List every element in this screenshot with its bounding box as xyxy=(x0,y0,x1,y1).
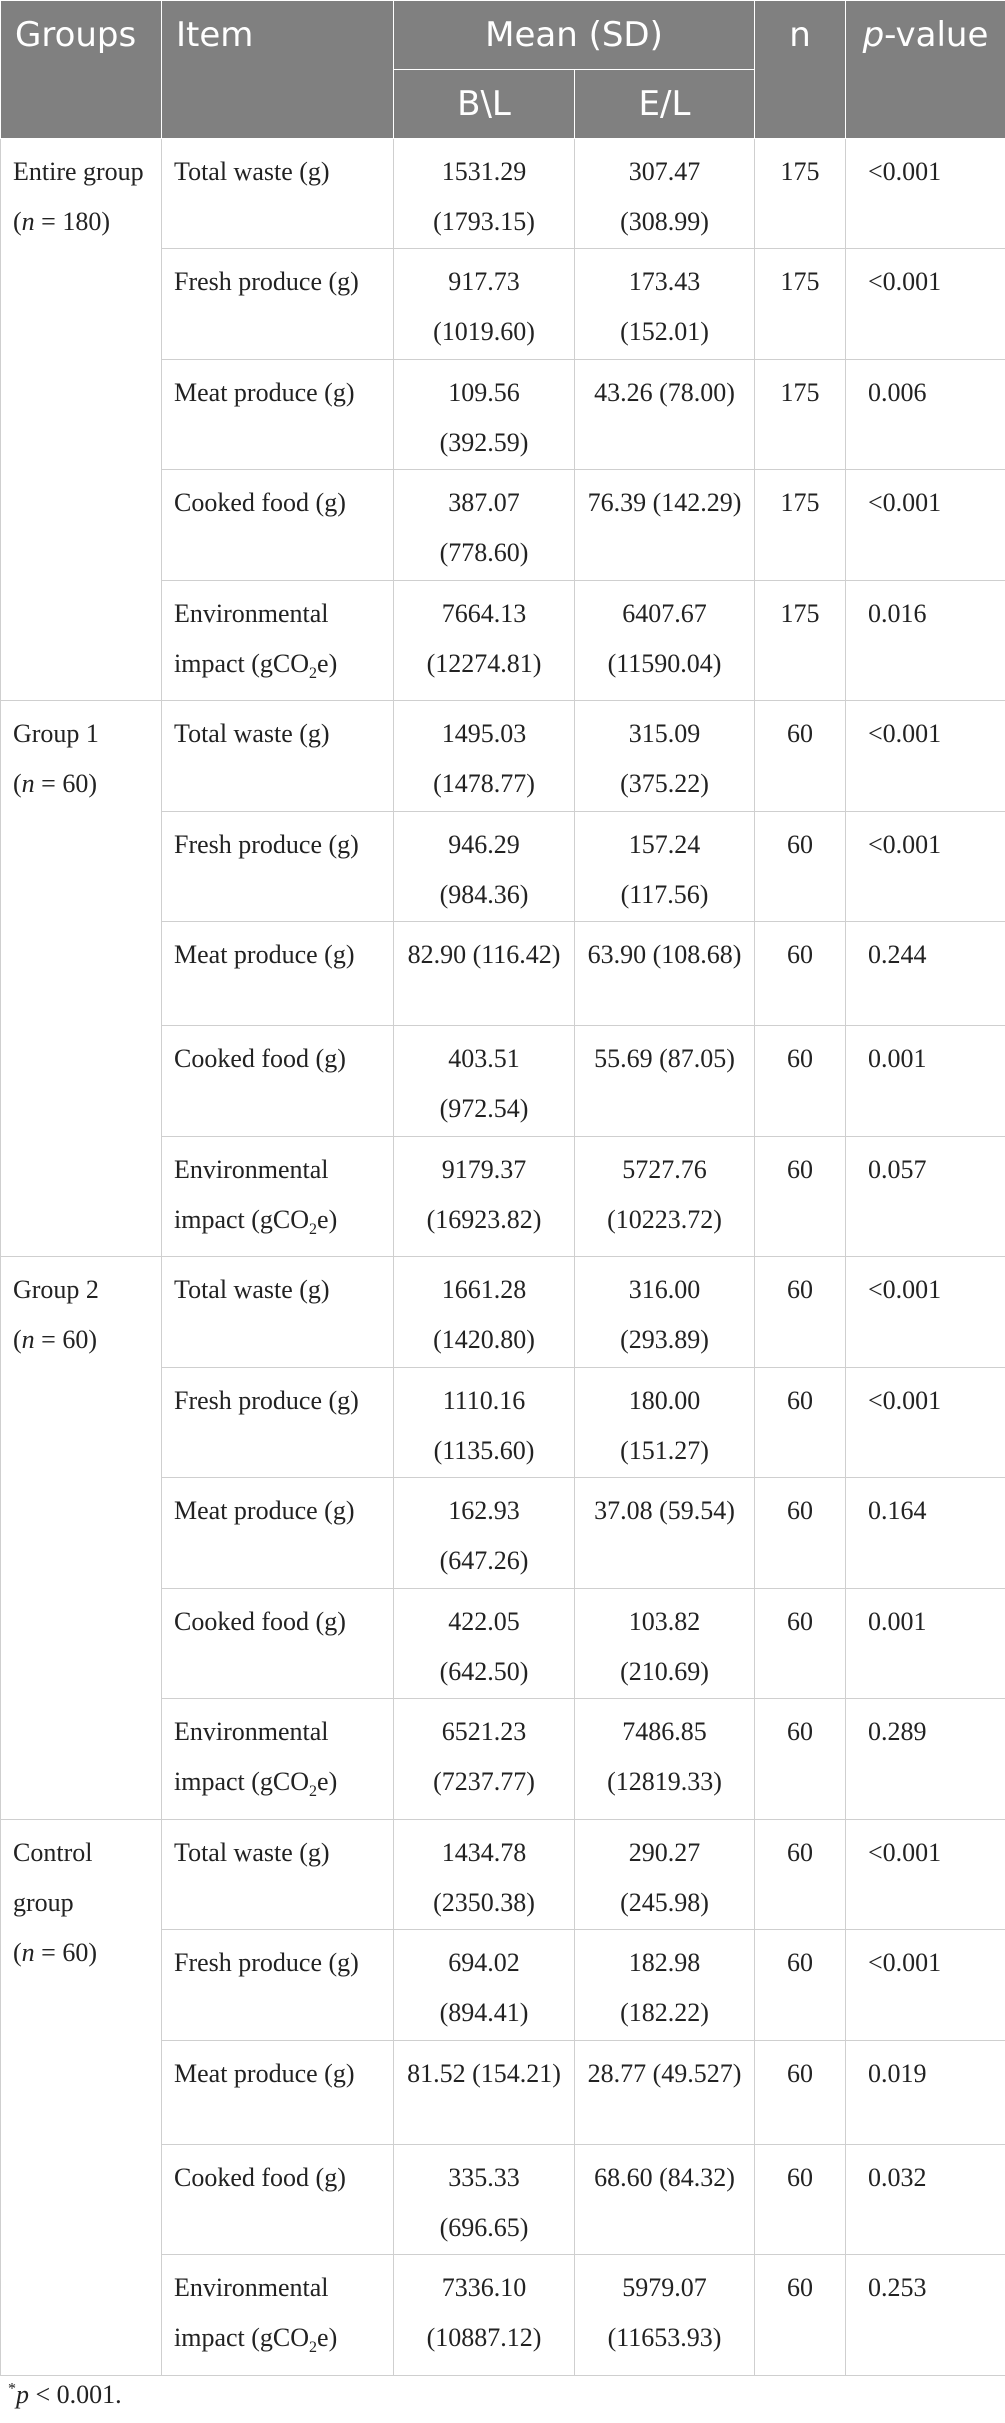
el-cell: 316.00 (293.89) xyxy=(575,1257,755,1367)
group-cell: Group 1 (n = 60) xyxy=(1,701,162,1257)
table-row xyxy=(1,1257,1005,1367)
item-label: Fresh produce (g) xyxy=(174,267,359,297)
p-value-cell: 0.057 xyxy=(846,1136,1005,1257)
item-label: Fresh produce (g) xyxy=(174,829,359,859)
header-item: Item xyxy=(162,1,394,139)
p-value-cell: 0.164 xyxy=(846,1478,1005,1588)
el-cell: 76.39 (142.29) xyxy=(575,470,755,580)
group-n-label: n xyxy=(21,1325,35,1355)
p-value-cell: 0.253 xyxy=(846,2255,1005,2376)
item-cell xyxy=(162,139,394,249)
item-label: Meat produce (g) xyxy=(174,377,355,407)
header-n: n xyxy=(755,1,846,139)
header-p-value xyxy=(846,1,1005,139)
item-cell xyxy=(162,1478,394,1588)
n-cell: 60 xyxy=(755,2144,846,2254)
co2-subscript: 2 xyxy=(309,664,318,682)
co2-tail: e) xyxy=(317,648,338,678)
n-cell: 60 xyxy=(755,701,846,811)
item-cell xyxy=(162,359,394,469)
n-cell: 60 xyxy=(755,811,846,921)
item-label: Total waste (g) xyxy=(174,1837,330,1867)
co2-tail: e) xyxy=(317,1204,338,1234)
n-cell: 60 xyxy=(755,1588,846,1698)
item-cell xyxy=(162,2255,394,2376)
co2-subscript: 2 xyxy=(309,1783,318,1801)
el-cell: 103.82 (210.69) xyxy=(575,1588,755,1698)
item-cell xyxy=(162,1136,394,1257)
bl-cell: 946.29 (984.36) xyxy=(394,811,575,921)
header-el: E/L xyxy=(575,70,755,139)
n-cell: 175 xyxy=(755,359,846,469)
p-value-cell: 0.016 xyxy=(846,580,1005,701)
item-cell xyxy=(162,701,394,811)
p-value-cell: 0.006 xyxy=(846,359,1005,469)
bl-cell: 1434.78 (2350.38) xyxy=(394,1819,575,1929)
group-n-label: n xyxy=(21,207,35,236)
el-cell: 5979.07 (11653.93) xyxy=(575,2255,755,2376)
header-groups: Groups xyxy=(1,1,162,139)
el-cell: 157.24 (117.56) xyxy=(575,811,755,921)
group-n-label: n xyxy=(21,1937,35,1967)
item-label: Meat produce (g) xyxy=(174,940,355,970)
header-p-rest: -value xyxy=(884,15,989,55)
bl-cell: 1495.03 (1478.77) xyxy=(394,701,575,811)
el-cell: 37.08 (59.54) xyxy=(575,1478,755,1588)
el-cell: 290.27 (245.98) xyxy=(575,1819,755,1929)
group-name: Entire group xyxy=(13,157,144,186)
item-label: Total waste (g) xyxy=(174,719,330,749)
group-cell: Entire group (n = 180) xyxy=(1,139,162,701)
item-label: Environmental impact (gCO xyxy=(174,1717,329,1797)
item-cell xyxy=(162,249,394,359)
n-cell: 60 xyxy=(755,1367,846,1477)
bl-cell: 7336.10 (10887.12) xyxy=(394,2255,575,2376)
el-cell: 182.98 (182.22) xyxy=(575,1930,755,2040)
item-cell xyxy=(162,1930,394,2040)
group-n-value: = 180) xyxy=(34,207,110,236)
item-cell xyxy=(162,2040,394,2144)
el-cell: 43.26 (78.00) xyxy=(575,359,755,469)
table-body xyxy=(1,139,1005,2376)
p-value-cell: <0.001 xyxy=(846,1930,1005,2040)
group-cell: Group 2 (n = 60) xyxy=(1,1257,162,1819)
bl-cell: 694.02 (894.41) xyxy=(394,1930,575,2040)
item-cell xyxy=(162,1026,394,1136)
n-cell: 60 xyxy=(755,1819,846,1929)
group-name: Control group xyxy=(13,1837,93,1917)
n-cell: 175 xyxy=(755,470,846,580)
el-cell: 28.77 (49.527) xyxy=(575,2040,755,2144)
item-label: Total waste (g) xyxy=(174,157,330,186)
item-label: Cooked food (g) xyxy=(174,2162,346,2192)
n-cell: 60 xyxy=(755,1699,846,1820)
n-cell: 60 xyxy=(755,2255,846,2376)
table-row xyxy=(1,1819,1005,1929)
bl-cell: 422.05 (642.50) xyxy=(394,1588,575,1698)
item-cell xyxy=(162,2144,394,2254)
n-cell: 60 xyxy=(755,1930,846,2040)
p-value-cell: <0.001 xyxy=(846,811,1005,921)
n-cell: 175 xyxy=(755,139,846,249)
item-cell xyxy=(162,470,394,580)
n-cell: 60 xyxy=(755,1136,846,1257)
el-cell: 315.09 (375.22) xyxy=(575,701,755,811)
n-cell: 60 xyxy=(755,1478,846,1588)
p-value-cell: 0.001 xyxy=(846,1588,1005,1698)
p-value-cell: <0.001 xyxy=(846,249,1005,359)
item-label: Fresh produce (g) xyxy=(174,1385,359,1415)
p-value-cell: <0.001 xyxy=(846,701,1005,811)
item-cell xyxy=(162,1699,394,1820)
el-cell: 68.60 (84.32) xyxy=(575,2144,755,2254)
item-cell xyxy=(162,1588,394,1698)
co2-subscript: 2 xyxy=(309,1220,318,1238)
bl-cell: 917.73 (1019.60) xyxy=(394,249,575,359)
item-label: Cooked food (g) xyxy=(174,1044,346,1074)
p-value-cell: 0.244 xyxy=(846,922,1005,1026)
bl-cell: 81.52 (154.21) xyxy=(394,2040,575,2144)
item-cell xyxy=(162,1257,394,1367)
el-cell: 63.90 (108.68) xyxy=(575,922,755,1026)
p-value-cell: <0.001 xyxy=(846,1257,1005,1367)
group-name: Group 1 xyxy=(13,719,99,749)
p-value-cell: 0.001 xyxy=(846,1026,1005,1136)
item-cell xyxy=(162,1819,394,1929)
group-n-value: = 60) xyxy=(34,769,97,799)
group-name: Group 2 xyxy=(13,1275,99,1305)
item-label: Environmental impact (gCO xyxy=(174,2273,329,2353)
p-value-cell: <0.001 xyxy=(846,1819,1005,1929)
co2-subscript: 2 xyxy=(309,2339,318,2357)
co2-tail: e) xyxy=(317,2323,338,2353)
p-value-cell: <0.001 xyxy=(846,470,1005,580)
header-mean-sd: Mean (SD) xyxy=(394,1,755,70)
table-row xyxy=(1,701,1005,811)
footnote-p: p xyxy=(16,2380,29,2409)
bl-cell: 1661.28 (1420.80) xyxy=(394,1257,575,1367)
item-cell xyxy=(162,811,394,921)
table-header xyxy=(1,1,1005,139)
item-label: Cooked food (g) xyxy=(174,488,346,518)
el-cell: 180.00 (151.27) xyxy=(575,1367,755,1477)
bl-cell: 1531.29 (1793.15) xyxy=(394,139,575,249)
bl-cell: 82.90 (116.42) xyxy=(394,922,575,1026)
p-value-cell: <0.001 xyxy=(846,139,1005,249)
p-value-cell: 0.032 xyxy=(846,2144,1005,2254)
bl-cell: 387.07 (778.60) xyxy=(394,470,575,580)
table-row xyxy=(1,139,1005,249)
el-cell: 307.47 (308.99) xyxy=(575,139,755,249)
item-label: Fresh produce (g) xyxy=(174,1948,359,1978)
item-cell xyxy=(162,1367,394,1477)
group-n-value: = 60) xyxy=(34,1937,97,1967)
bl-cell: 109.56 (392.59) xyxy=(394,359,575,469)
el-cell: 173.43 (152.01) xyxy=(575,249,755,359)
group-cell: Control group (n = 60) xyxy=(1,1819,162,2375)
bl-cell: 7664.13 (12274.81) xyxy=(394,580,575,701)
item-label: Meat produce (g) xyxy=(174,2058,355,2088)
item-label: Meat produce (g) xyxy=(174,1496,355,1526)
co2-tail: e) xyxy=(317,1767,338,1797)
bl-cell: 1110.16 (1135.60) xyxy=(394,1367,575,1477)
item-label: Cooked food (g) xyxy=(174,1606,346,1636)
n-cell: 175 xyxy=(755,249,846,359)
n-cell: 175 xyxy=(755,580,846,701)
p-value-cell: <0.001 xyxy=(846,1367,1005,1477)
bl-cell: 6521.23 (7237.77) xyxy=(394,1699,575,1820)
group-n-value: = 60) xyxy=(34,1325,97,1355)
bl-cell: 403.51 (972.54) xyxy=(394,1026,575,1136)
el-cell: 55.69 (87.05) xyxy=(575,1026,755,1136)
header-bl: B\L xyxy=(394,70,575,139)
el-cell: 7486.85 (12819.33) xyxy=(575,1699,755,1820)
item-cell xyxy=(162,922,394,1026)
footnote-mark: * xyxy=(8,2380,16,2398)
n-cell: 60 xyxy=(755,922,846,1026)
p-value-cell: 0.019 xyxy=(846,2040,1005,2144)
bl-cell: 162.93 (647.26) xyxy=(394,1478,575,1588)
n-cell: 60 xyxy=(755,1257,846,1367)
header-p-italic: p xyxy=(862,15,885,55)
el-cell: 6407.67 (11590.04) xyxy=(575,580,755,701)
n-cell: 60 xyxy=(755,1026,846,1136)
item-label: Environmental impact (gCO xyxy=(174,1154,329,1234)
n-cell: 60 xyxy=(755,2040,846,2144)
item-cell xyxy=(162,580,394,701)
item-label: Total waste (g) xyxy=(174,1275,330,1305)
bl-cell: 335.33 (696.65) xyxy=(394,2144,575,2254)
p-value-cell: 0.289 xyxy=(846,1699,1005,1820)
item-label: Environmental impact (gCO xyxy=(174,598,329,678)
group-n-label: n xyxy=(21,769,35,799)
bl-cell: 9179.37 (16923.82) xyxy=(394,1136,575,1257)
el-cell: 5727.76 (10223.72) xyxy=(575,1136,755,1257)
footnote-rest: < 0.001. xyxy=(29,2380,122,2409)
footnote xyxy=(8,2380,122,2410)
